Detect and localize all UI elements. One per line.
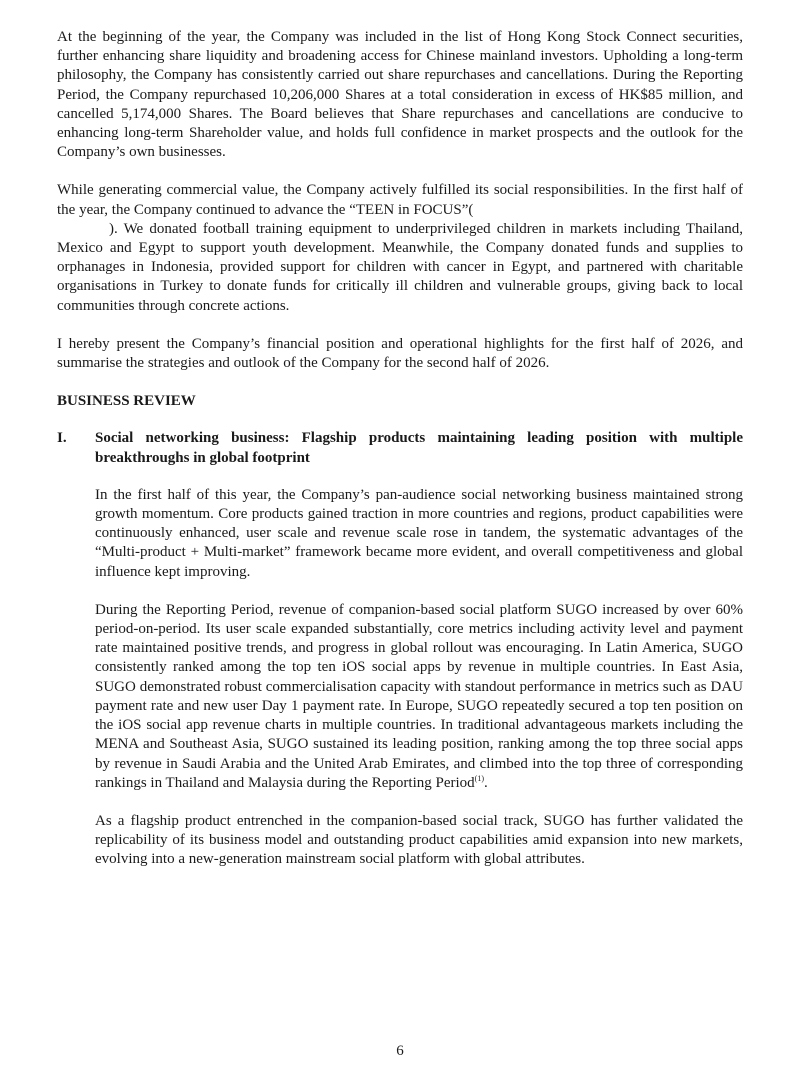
section-i-number: I.	[57, 430, 67, 447]
section-i-header	[57, 429, 743, 467]
paragraph-social-responsibility-part2: ). We donated football training equipment to underprivileged children in markets including Thailand, Mexico and Egypt to support youth development. Meanwhile, the Company donated funds and supplies to orphanages in Indonesia, provided support for children with cancer in Egypt, and partnered with charitable organisations in Turkey to donate funds for critically ill children and vulnerable groups, giving back to local communities through concrete actions.	[57, 220, 743, 314]
page-number: 6	[396, 1043, 404, 1059]
section-i-paragraph-2-end: .	[483, 774, 488, 791]
business-review-heading: BUSINESS REVIEW	[57, 393, 196, 410]
section-i-title: Social networking business: Flagship products maintaining leading position with multiple breakthroughs in global footprint	[95, 430, 743, 466]
document-page	[57, 28, 743, 889]
footnote-marker: (1)	[474, 773, 484, 783]
section-i-body	[57, 486, 743, 870]
section-i-paragraph-2	[95, 601, 743, 793]
section-i-paragraph-2-text: During the Reporting Period, revenue of companion-based social platform SUGO increased by over 60% period-on-period. Its user scale expanded substantially, core metrics including activity level and payment rate maintained positive trends, and progress in global rollout was encouraging. In Latin America, SUGO consistently ranked among the top ten iOS social apps by revenue in multiple countries. In East Asia, SUGO demonstrated robust commercialisation capacity with standout performance in metrics such as DAU payment rate and new user Day 1 payment rate. In Europe, SUGO repeatedly secured a top ten position on the iOS social app revenue charts in multiple countries. In traditional advantageous markets including the MENA and Southeast Asia, SUGO sustained its leading position, ranking among the top three social apps by revenue in Saudi Arabia and the United Arab Emirates, and climbed into the top three of corresponding rankings in Thailand and Malaysia during the Reporting Period	[95, 601, 743, 791]
section-i-paragraph-1: In the first half of this year, the Company’s pan-audience social networking business maintained strong growth momentum. Core products gained traction in more countries and regions, product capabilities were continuously enhanced, user scale and revenue scale rose in tandem, the systematic advantages of the “Multi-product + Multi-market” framework became more evident, and overall competitiveness and global influence kept improving.	[95, 486, 743, 580]
paragraph-present-highlights: I hereby present the Company’s financial position and operational highlights for the first half of 2026, and summarise the strategies and outlook of the Company for the second half of 2026.	[57, 335, 743, 372]
section-i-paragraph-3: As a flagship product entrenched in the companion-based social track, SUGO has further validated the replicability of its business model and outstanding product capabilities amid expansion into new markets, evolving into a new-generation mainstream social platform with global attributes.	[95, 812, 743, 868]
paragraph-social-responsibility-part1: While generating commercial value, the Company actively fulfilled its social responsibilities. In the first half of the year, the Company continued to advance the “TEEN in FOCUS”(	[57, 182, 743, 218]
paragraph-stock-connect: At the beginning of the year, the Company was included in the list of Hong Kong Stock Connect securities, further enhancing share liquidity and broadening access for Chinese mainland investors. Upholding a long-term philosophy, the Company has consistently carried out share repurchases and cancellations. During the Reporting Period, the Company repurchased 10,206,000 Shares at a total consideration in excess of HK$85 million, and cancelled 5,174,000 Shares. The Board believes that Share repurchases and cancellations are conducive to enhancing long-term Shareholder value, and holds full confidence in market prospects and the outlook for the Company’s own businesses.	[57, 29, 743, 161]
paragraph-social-responsibility	[57, 181, 743, 315]
